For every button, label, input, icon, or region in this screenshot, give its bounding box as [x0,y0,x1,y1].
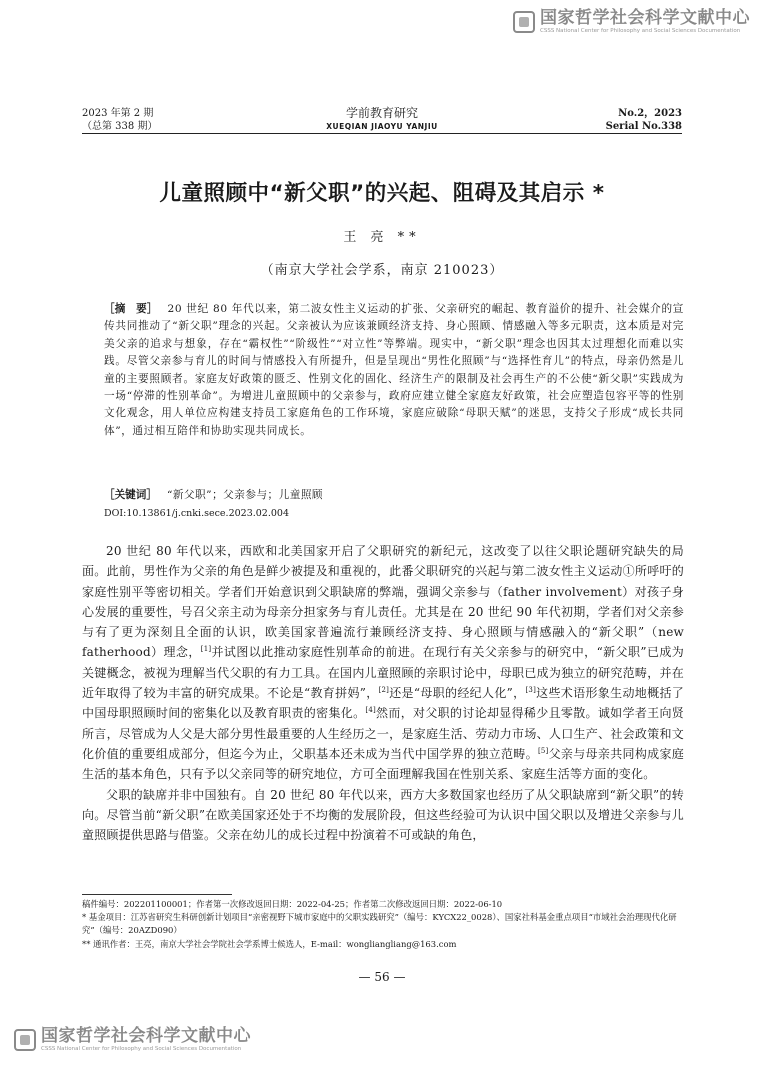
footnote-author: ** 通讯作者：王亮，南京大学社会学院社会学系博士候选人，E-mail：wongliangliang@163.com [82,938,457,949]
article-title: 儿童照顾中“新父职”的兴起、阻碍及其启示 * [159,181,605,206]
keywords-label: ［关键词］ [104,489,157,501]
watermark-bottom [14,1028,251,1053]
citation-ref[interactable]: [1] [200,645,212,654]
abstract-label: ［摘 要］ [104,303,158,315]
header-no: No.2，2023 [618,108,682,119]
header-issue: 2023 年第 2 期 [82,108,154,119]
keywords [104,487,684,504]
header-total: （总第 338 期） [82,121,158,132]
header-serial: Serial No.338 [605,121,682,132]
body-paragraph: 父职的缺席并非中国独有。自 20 世纪 80 年代以来，西方大多数国家也经历了从父职缺席到“新父职”的转向。尽管当前“新父职”在欧美国家还处于不均衡的发展阶段，但这些经验可为认识中国父职以及增进父亲参与儿童照顾提供思路与借鉴。父亲在幼儿的成长过程中扮演着不可或缺的角色， [82,787,684,843]
header-serial-block [606,107,682,133]
article-author: 王 亮 ** [343,230,421,245]
journal-name-en: XUEQIAN JIAOYU YANJIU [326,122,438,131]
citation-ref[interactable]: [2] [378,686,390,695]
abstract [104,301,684,440]
journal-name-cn: 学前教育研究 [345,106,418,120]
citation-ref[interactable]: [5] [537,746,549,755]
watermark-top [513,10,750,35]
footnote-dates: 稿件编号：202201100001；作者第一次修改返回日期：2022-04-25；作者第二次修改返回日期：2022-06-10 [82,899,503,909]
watermark-name: 国家哲学社会科学文献中心 [540,8,750,28]
doi-link[interactable]: DOI:10.13861/j.cnki.sece.2023.02.004 [104,508,290,519]
keywords-text: “新父职”；父亲参与；儿童照顾 [166,489,324,501]
abstract-text: 20 世纪 80 年代以来，第二波女性主义运动的扩张、父亲研究的崛起、教育溢价的提升、社会媒介的宣传共同推动了“新父职”理念的兴起。父亲被认为应该兼顾经济支持、身心照顾、情感融入等多元职责，这本质是对完美父亲的追求与想象，存在“霸权性”“阶级性”“对立性”等弊端。现实中，“新父职”理念也因其太过理想化而难以实践。尽管父亲参与育儿的时间与情感投入有所提升，但是呈现出“男性化照顾”与“选择性育儿”的特点，母亲仍然是儿童的主要照顾者。家庭友好政策的匮乏、性别文化的固化、经济生产的限制及社会再生产的不公使“新父职”实践成为一场“停滞的性别革命”。为增进儿童照顾中的父亲参与，政府应建立健全家庭友好政策，社会应塑造包容平等的性别文化观念，用人单位应构建支持员工家庭角色的工作环境，家庭应破除“母职天赋”的迷思，支持父子形成“成长共同体”，通过相互陪伴和协助实现共同成长。 [104,303,684,437]
header-divider [82,133,682,134]
center-logo-icon [513,11,535,33]
watermark-name: 国家哲学社会科学文献中心 [41,1026,251,1046]
page-number: — 56 — [358,970,406,984]
footnote-divider [82,894,232,895]
watermark-subtitle: CSSS National Center for Philosophy and Social Sciences Documentation [41,1046,242,1052]
article-body [82,541,684,845]
watermark-subtitle: CSSS National Center for Philosophy and Social Sciences Documentation [540,28,741,34]
citation-ref[interactable]: [3] [525,686,536,695]
body-paragraph: 20 世纪 80 年代以来，西欧和北美国家开启了父职研究的新纪元，这改变了以往父职论题研究缺失的局面。此前，男性作为父亲的角色是鲜少被提及和重视的，此番父职研究的兴起与第二波女性主义运动①所呼吁的家庭性别平等密切相关。学者们开始意识到父职缺席的弊端，强调父亲参与（father involvement）对孩子身心发展的重要性，号召父亲主动为母亲分担家务与育儿责任。尤其是在 20 世纪 90 年代初期，学者们对父亲参与有了更为深刻且全面的认识，欧美国家普遍流行兼顾经济支持、身心照顾与情感融入的“新父职”（new fatherhood）理念，[1]并试图以此推动家庭性别革命的前进。在现行有关父亲参与的研究中，“新父职”已成为关键概念，被视为理解当代父职的有力工具。在国内儿童照顾的亲职讨论中，母职已成为独立的研究范畴，并在近年取得了较为丰富的研究成果。不论是“教育拼妈”，[2]还是“母职的经纪人化”，[3]这些术语形象生动地概括了中国母职照顾时间的密集化以及教育职责的密集化。[4]然而，对父职的讨论却显得稀少且零散。诚如学者王向贤所言，尽管成为人父是大部分男性最重要的人生经历之一，是家庭生活、劳动力市场、人口生产、社会政策和文化价值的重要组成部分，但迄今为止，父职基本还未成为当代中国学界的独立范畴。[5]父亲与母亲共同构成家庭生活的基本角色，只有予以父亲同等的研究地位，方可全面理解我国在性别关系、家庭生活等方面的变化。 [82,544,685,782]
author-affiliation: （南京大学社会学系，南京 210023） [260,263,504,278]
citation-ref[interactable]: [4] [365,706,376,715]
footnote-fund: * 基金项目：江苏省研究生科研创新计划项目“亲密视野下城市家庭中的父职实践研究”（编号：KYCX22_0028）、国家社科基金重点项目“市域社会治理现代化研究”（编号：20AZD090） [82,912,677,936]
footnotes [82,898,684,951]
center-logo-icon [14,1029,36,1051]
